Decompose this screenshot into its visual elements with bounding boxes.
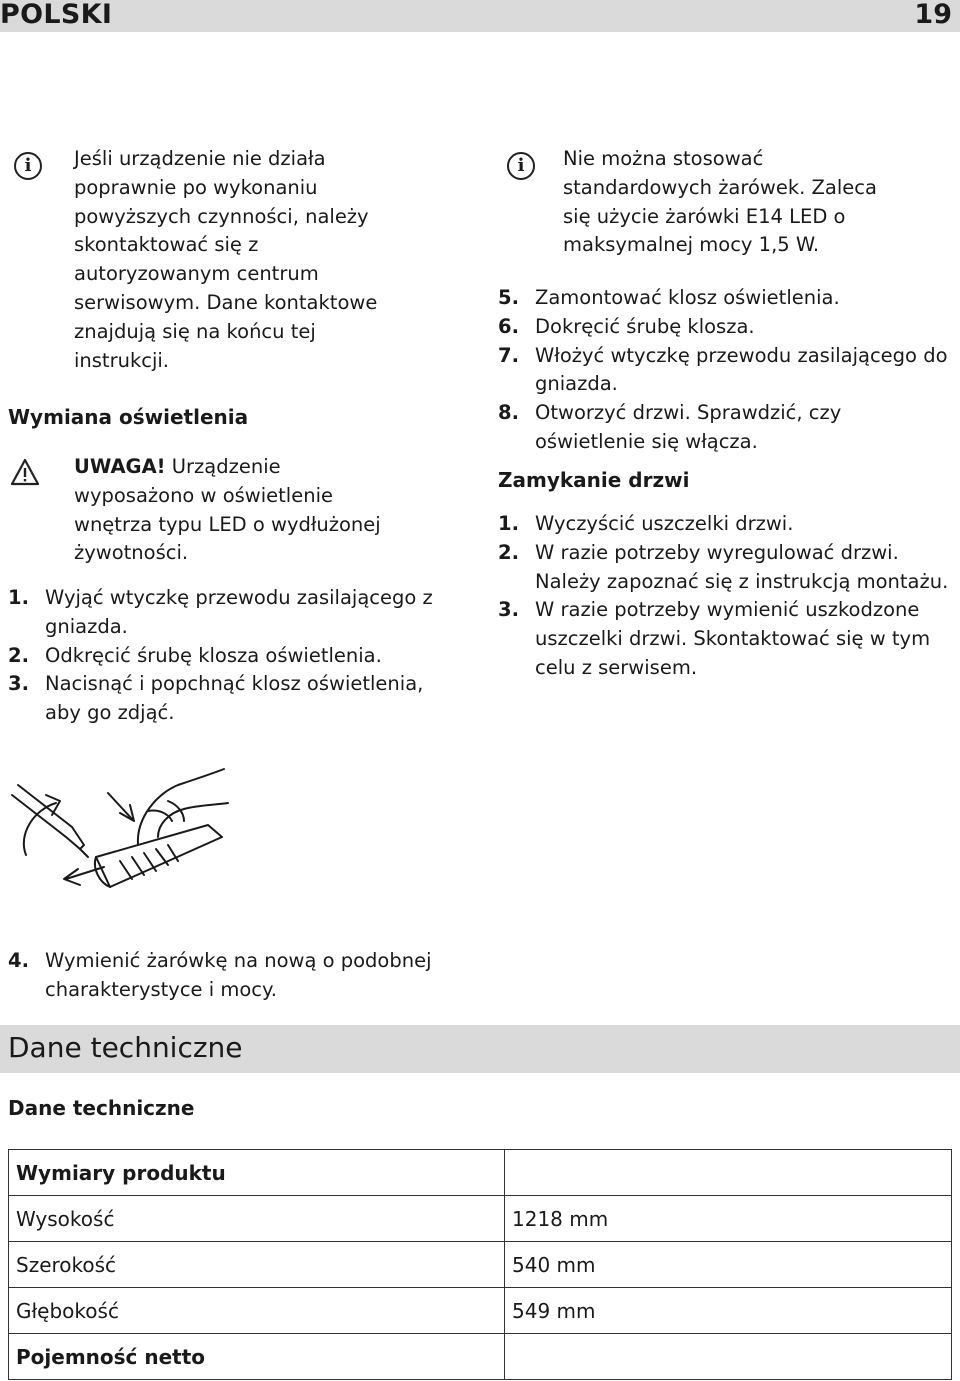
list-item: 3. Nacisnąć i popchnąć klosz oświetlenia, aby go zdjąć.: [8, 672, 424, 725]
table-cell: 549 mm: [505, 1288, 952, 1334]
right-steps: [498, 284, 953, 457]
list-item: 1. Wyjąć wtyczkę przewodu zasilającego z gniazda.: [8, 586, 433, 638]
lighting-heading: Wymiana oświetlenia: [8, 405, 249, 429]
table-cell: Szerokość: [9, 1242, 505, 1288]
info-icon: i: [507, 152, 535, 180]
list-item: 5. Zamontować klosz oświetlenia.: [498, 286, 840, 309]
right-info-note: Nie można stosować standardowych żarówek. Zaleca się użycie żarówki E14 LED o maksymalnej mocy 1,5 W.: [563, 147, 877, 257]
warning-note: [74, 453, 404, 568]
left-info-note: Jeśli urządzenie nie działa poprawnie po wykonaniu powyższych czynności, należy skontaktować się z autoryzowanym centrum serwisowym. Dane kontaktowe znajdują się na końcu tej instrukcji.: [74, 147, 378, 372]
door-steps: [498, 510, 953, 683]
table-row: [9, 1242, 952, 1288]
section-title-bar: [0, 1025, 960, 1073]
left-steps: [8, 584, 458, 728]
warning-text: Urządzenie wyposażono w oświetlenie wnętrza typu LED o wydłużonej żywotności.: [74, 455, 381, 565]
page-header: [0, 0, 960, 32]
list-item: 6. Dokręcić śrubę klosza.: [498, 314, 755, 338]
section-title: Dane techniczne: [8, 1031, 243, 1064]
list-item: 4. Wymienić żarówkę na nową o podobnej charakterystyce i mocy.: [8, 949, 432, 1001]
table-cell: [505, 1150, 952, 1196]
table-cell: Pojemność netto: [9, 1334, 505, 1380]
table-cell: Wysokość: [9, 1196, 505, 1242]
section-subtitle: Dane techniczne: [8, 1096, 195, 1120]
table-cell: 1218 mm: [505, 1196, 952, 1242]
lamp-cover-illustration: [8, 765, 233, 900]
list-item: 2. Odkręcić śrubę klosza oświetlenia.: [8, 643, 382, 667]
table-row: [9, 1334, 952, 1380]
list-item: 7. Włożyć wtyczkę przewodu zasilającego do gniazda.: [498, 343, 948, 396]
table-row: [9, 1196, 952, 1242]
language-label: POLSKI: [0, 0, 113, 30]
table-cell: [505, 1334, 952, 1380]
step-4: [8, 947, 458, 1005]
table-cell: Wymiary produktu: [9, 1150, 505, 1196]
door-closing-heading: Zamykanie drzwi: [498, 468, 690, 492]
table-row: [9, 1150, 952, 1196]
warning-label: UWAGA!: [74, 455, 166, 478]
table-cell: Głębokość: [9, 1288, 505, 1334]
table-row: [9, 1288, 952, 1334]
table-cell: 540 mm: [505, 1242, 952, 1288]
info-icon: i: [14, 152, 42, 180]
list-item: 2. W razie potrzeby wyregulować drzwi. Należy zapoznać się z instrukcją montażu.: [498, 540, 949, 593]
list-item: 1. Wyczyścić uszczelki drzwi.: [498, 512, 794, 535]
list-item: 8. Otworzyć drzwi. Sprawdzić, czy oświetlenie się włącza.: [498, 401, 842, 453]
spec-table: [8, 1149, 952, 1380]
warning-icon: [10, 458, 40, 486]
page-number: 19: [914, 0, 952, 30]
list-item: 3. W razie potrzeby wymienić uszkodzone uszczelki drzwi. Skontaktować się w tym celu z serwisem.: [498, 598, 931, 679]
